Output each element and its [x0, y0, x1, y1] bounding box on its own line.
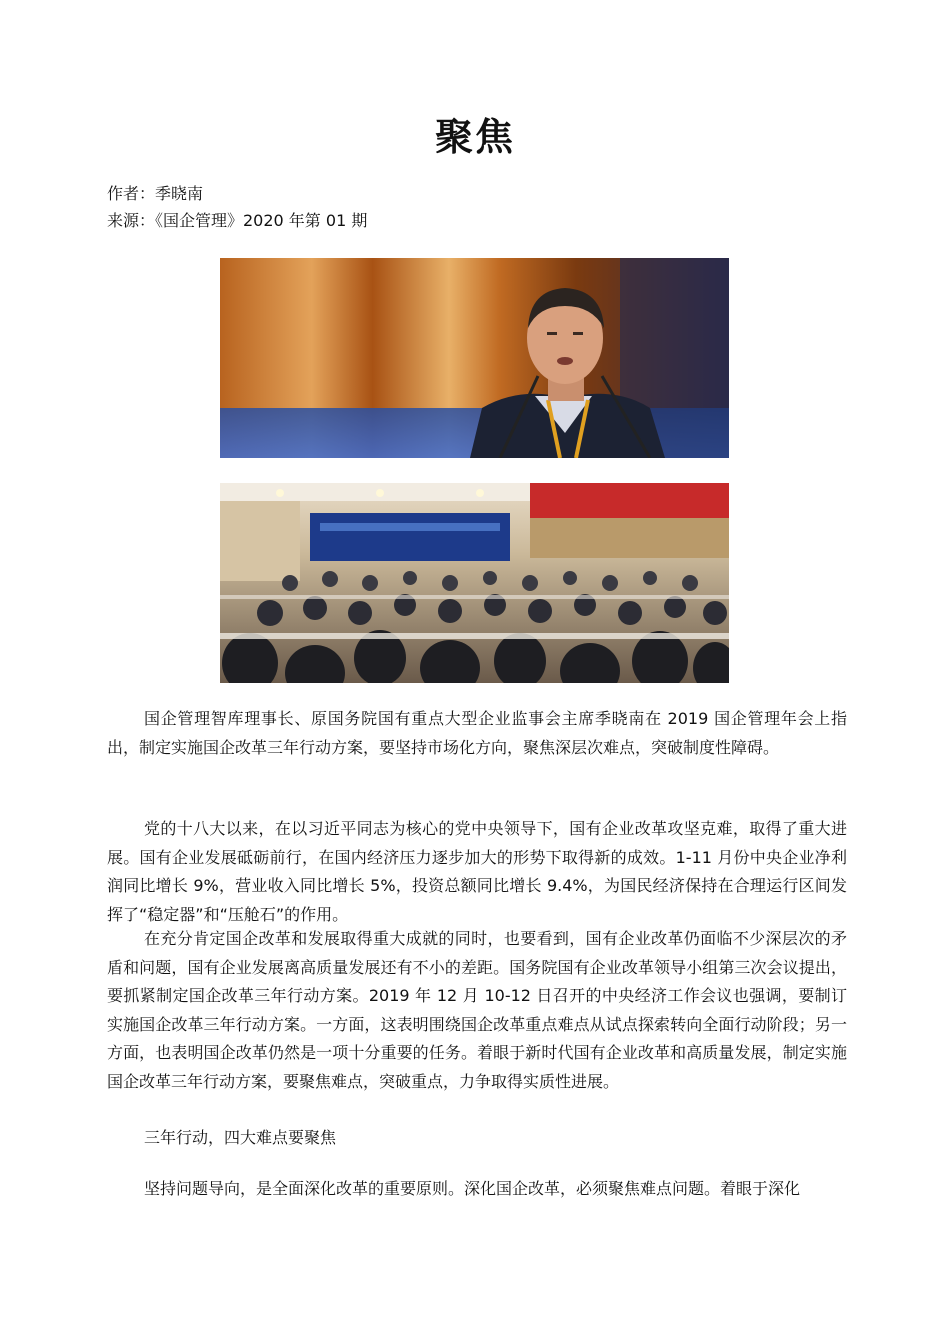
paragraph-1: 国企管理智库理事长、原国务院国有重点大型企业监事会主席季晓南在 2019 国企管理年会上指出，制定实施国企改革三年行动方案，要坚持市场化方向，聚焦深层次难点，突破制度性障碍。 [107, 709, 847, 757]
author-line: 作者：季晓南 [107, 184, 204, 203]
speaker-photo [220, 258, 729, 458]
conference-photo [220, 483, 729, 683]
paragraph-5: 坚持问题导向，是全面深化改革的重要原则。深化国企改革，必须聚焦难点问题。着眼于深化 [144, 1179, 801, 1198]
article-title: 聚焦 [434, 115, 515, 159]
section-heading: 三年行动，四大难点要聚焦 [144, 1128, 337, 1147]
source-line: 来源：《国企管理》2020 年第 01 期 [107, 211, 368, 230]
paragraph-3: 在充分肯定国企改革和发展取得重大成就的同时，也要看到，国有企业改革仍面临不少深层次的矛盾和问题，国有企业发展离高质量发展还有不小的差距。国务院国有企业改革领导小组第三次会议提出，要抓紧制定国企改革三年行动方案。2019 年 12 月 10-12 日召开的中央经济工作会议也强调，要制订实施国企改革三年行动方案。一方面，这表明围绕国企改革重点难点从试点探索转向全面行动阶段；另一方面，也表明国企改革仍然是一项十分重要的任务。着眼于新时代国有企业改革和高质量发展，制定实施国企改革三年行动方案，要聚焦难点，突破重点，力争取得实质性进展。 [107, 929, 847, 1091]
paragraph-2: 党的十八大以来，在以习近平同志为核心的党中央领导下，国有企业改革攻坚克难，取得了重大进展。国有企业发展砥砺前行，在国内经济压力逐步加大的形势下取得新的成效。1-11 月份中央企业净利润同比增长 9%，营业收入同比增长 5%，投资总额同比增长 9.4%，为国民经济保持在合理运行区间发挥了“稳定器”和“压舱石”的作用。 [107, 819, 847, 924]
